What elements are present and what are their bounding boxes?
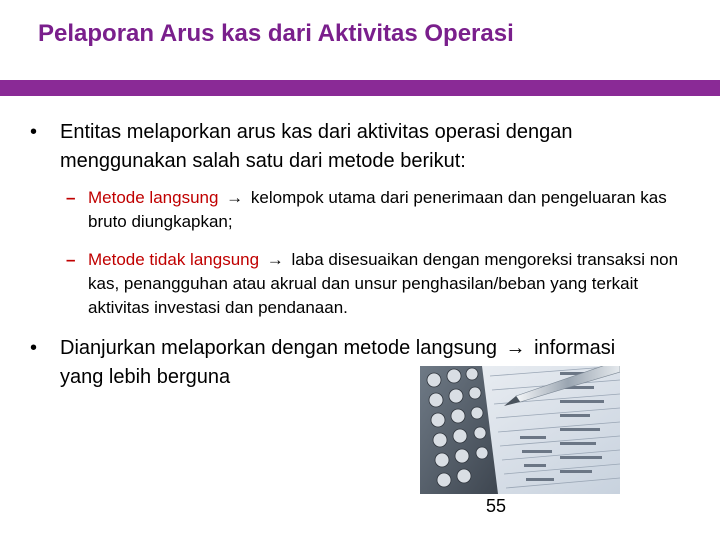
page-number: 55 [486, 496, 507, 516]
bullet-2-text-before: Dianjurkan melaporkan dengan metode langsung [60, 337, 497, 359]
bullet-symbol: • [30, 337, 38, 359]
dash-symbol: – [66, 250, 76, 269]
subbullet-1-term: Metode langsung [88, 188, 219, 207]
subbullet-2-text: laba disesuaikan dengan mengoreksi transaksi non kas, penangguhan atau akrual dan unsur penghasilan/beban yang terkait aktivitas investasi dan pendanaan. [88, 250, 679, 317]
bullet-1-text: Entitas melaporkan arus kas dari aktivitas operasi dengan menggunakan salah satu dari metode berikut: [60, 121, 573, 172]
subbullet-2-term: Metode tidak langsung [88, 250, 260, 269]
slide-title: Pelaporan Arus kas dari Aktivitas Operasi [38, 20, 514, 47]
subbullet-1 [66, 186, 696, 234]
bullet-symbol: • [30, 121, 38, 143]
bullet-2-text-after: informasi yang lebih berguna [60, 337, 616, 388]
dash-symbol: – [66, 188, 76, 207]
subbullet-1-text: kelompok utama dari penerimaan dan pengeluaran kas bruto diungkapkan; [88, 188, 667, 231]
arrow-right-icon: → [226, 188, 244, 207]
calculator-pen-spreadsheet-image [420, 366, 620, 494]
arrow-right-icon: → [266, 250, 284, 269]
subbullet-2 [66, 248, 696, 320]
bullet-1 [30, 118, 690, 176]
title-underline-bar [0, 80, 720, 96]
arrow-right-icon: → [505, 337, 526, 359]
